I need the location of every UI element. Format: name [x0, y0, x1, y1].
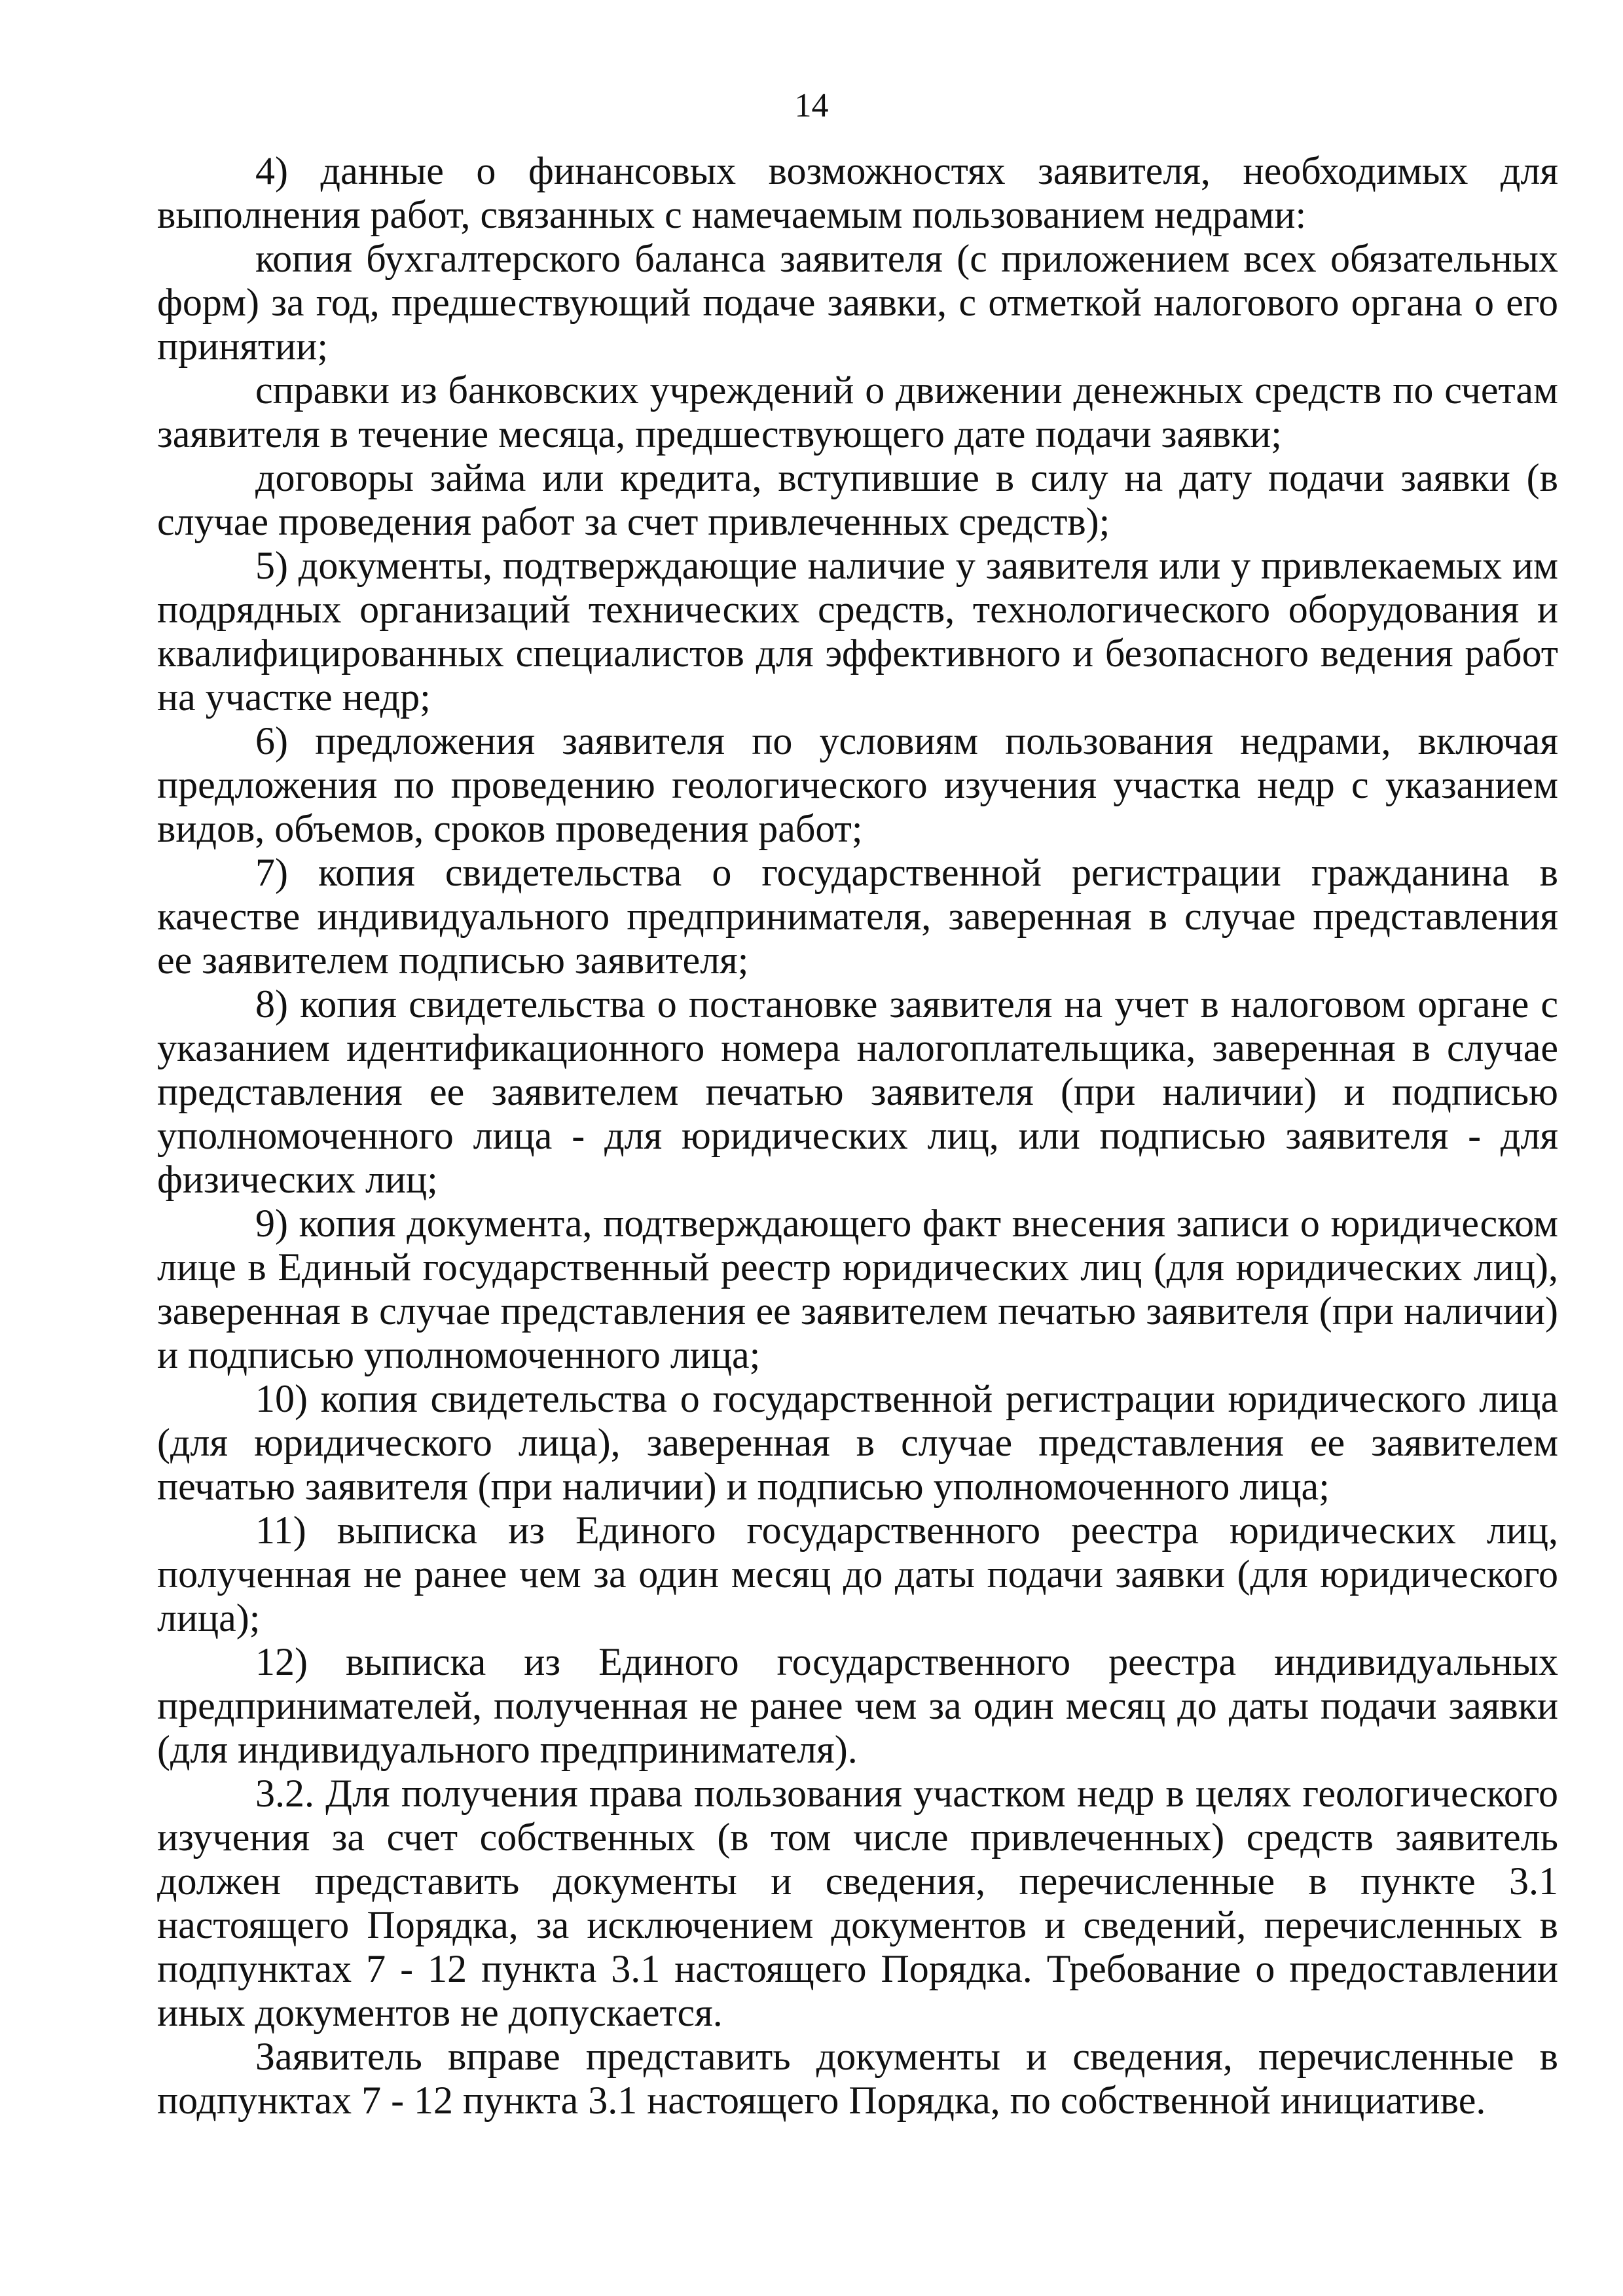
paragraph-item-10-legal-entity-registration: 10) копия свидетельства о государственной регистрации юридического лица (для юридического лица), заверенная в случае представления ее заявителем печатью заявителя (при наличии) и подписью уполномоченного лица;	[157, 1377, 1558, 1508]
paragraph-own-initiative: Заявитель вправе представить документы и сведения, перечисленные в подпунктах 7 - 12 пункта 3.1 настоящего Порядка, по собственной инициативе.	[157, 2035, 1558, 2122]
paragraph-item-5-technical-means: 5) документы, подтверждающие наличие у заявителя или у привлекаемых им подрядных организаций технических средств, технологического оборудования и квалифицированных специалистов для эффективного и безопасного ведения работ на участке недр;	[157, 544, 1558, 719]
paragraph-item-8-tax-registration: 8) копия свидетельства о постановке заявителя на учет в налоговом органе с указанием идентификационного номера налогоплательщика, заверенная в случае представления ее заявителем печатью заявителя (при наличии) и подписью уполномоченного лица - для юридических лиц, или подписью заявителя - для физических лиц;	[157, 982, 1558, 1201]
page-number: 14	[794, 87, 829, 124]
document-body	[157, 149, 1558, 2123]
paragraph-item-6-proposals: 6) предложения заявителя по условиям пользования недрами, включая предложения по проведению геологического изучения участка недр с указанием видов, объемов, сроков проведения работ;	[157, 719, 1558, 850]
paragraph-balance-sheet: копия бухгалтерского баланса заявителя (с приложением всех обязательных форм) за год, предшествующий подаче заявки, с отметкой налогового органа о его принятии;	[157, 237, 1558, 368]
paragraph-item-4-financial-data: 4) данные о финансовых возможностях заявителя, необходимых для выполнения работ, связанных с намечаемым пользованием недрами:	[157, 149, 1558, 236]
paragraph-bank-statements: справки из банковских учреждений о движении денежных средств по счетам заявителя в течение месяца, предшествующего дате подачи заявки;	[157, 368, 1558, 456]
paragraph-item-7-entrepreneur-registration: 7) копия свидетельства о государственной регистрации гражданина в качестве индивидуального предпринимателя, заверенная в случае представления ее заявителем подписью заявителя;	[157, 851, 1558, 982]
paragraph-item-12-entrepreneur-extract: 12) выписка из Единого государственного реестра индивидуальных предпринимателей, полученная не ранее чем за один месяц до даты подачи заявки (для индивидуального предпринимателя).	[157, 1640, 1558, 1771]
paragraph-section-3-2: 3.2. Для получения права пользования участком недр в целях геологического изучения за счет собственных (в том числе привлеченных) средств заявитель должен представить документы и сведения, перечисленные в пункте 3.1 настоящего Порядка, за исключением документов и сведений, перечисленных в подпунктах 7 - 12 пункта 3.1 настоящего Порядка. Требование о предоставлении иных документов не допускается.	[157, 1772, 1558, 2034]
paragraph-item-9-registry-record: 9) копия документа, подтверждающего факт внесения записи о юридическом лице в Единый государственный реестр юридических лиц (для юридических лиц), заверенная в случае представления ее заявителем печатью заявителя (при наличии) и подписью уполномоченного лица;	[157, 1202, 1558, 1376]
paragraph-item-11-legal-entity-extract: 11) выписка из Единого государственного реестра юридических лиц, полученная не ранее чем за один месяц до даты подачи заявки (для юридического лица);	[157, 1509, 1558, 1640]
paragraph-loan-agreements: договоры займа или кредита, вступившие в силу на дату подачи заявки (в случае проведения работ за счет привлеченных средств);	[157, 456, 1558, 543]
